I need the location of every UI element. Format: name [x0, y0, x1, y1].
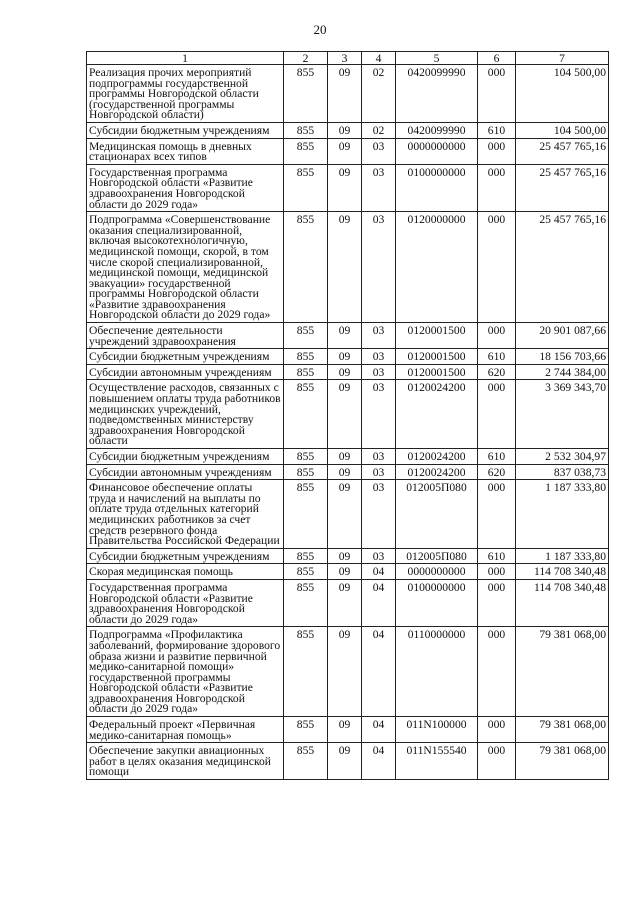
cell-name: Обеспечение деятельности учреждений здравоохранения [87, 323, 284, 349]
cell-pr: 03 [362, 364, 396, 380]
cell-name: Федеральный проект «Первичная медико-санитарная помощь» [87, 717, 284, 743]
cell-pr: 04 [362, 743, 396, 780]
cell-vr: 610 [478, 548, 516, 564]
table-row [87, 449, 609, 465]
cell-sum: 20 901 087,66 [516, 323, 609, 349]
cell-sum: 25 457 765,16 [516, 212, 609, 323]
cell-name: Обеспечение закупки авиационных работ в целях оказания медицинской помощи [87, 743, 284, 780]
header-cell-csr: 5 [396, 52, 478, 65]
cell-sum: 79 381 068,00 [516, 743, 609, 780]
cell-rz: 09 [328, 717, 362, 743]
table-row [87, 464, 609, 480]
header-cell-pr: 4 [362, 52, 396, 65]
cell-name: Государственная программа Новгородской области «Развитие здравоохранения Новгородской области до 2029 года» [87, 164, 284, 211]
cell-sum: 1 187 333,80 [516, 480, 609, 549]
cell-vr: 000 [478, 65, 516, 123]
cell-csr: 0100000000 [396, 579, 478, 626]
cell-sum: 79 381 068,00 [516, 717, 609, 743]
cell-vr: 610 [478, 122, 516, 138]
table-row [87, 364, 609, 380]
cell-pr: 03 [362, 323, 396, 349]
cell-ved: 855 [284, 564, 328, 580]
cell-csr: 0420099990 [396, 122, 478, 138]
cell-sum: 25 457 765,16 [516, 164, 609, 211]
table-row [87, 65, 609, 123]
cell-ved: 855 [284, 717, 328, 743]
cell-pr: 03 [362, 349, 396, 365]
cell-ved: 855 [284, 323, 328, 349]
table-row [87, 122, 609, 138]
table-row [87, 717, 609, 743]
cell-ved: 855 [284, 138, 328, 164]
table-row [87, 548, 609, 564]
table-row [87, 743, 609, 780]
cell-pr: 03 [362, 138, 396, 164]
cell-vr: 620 [478, 364, 516, 380]
cell-rz: 09 [328, 480, 362, 549]
cell-name: Медицинская помощь в дневных стационарах всех типов [87, 138, 284, 164]
cell-name: Подпрограмма «Профилактика заболеваний, формирование здорового образа жизни и развитие первичной медико-санитарной помощи» государственной программы Новгородской области «Развитие здравоохранения Новгородской области до 2029 года» [87, 627, 284, 717]
table-row [87, 323, 609, 349]
cell-vr: 610 [478, 449, 516, 465]
cell-vr: 000 [478, 380, 516, 449]
cell-rz: 09 [328, 564, 362, 580]
cell-vr: 610 [478, 349, 516, 365]
table-row [87, 164, 609, 211]
cell-csr: 0120024200 [396, 464, 478, 480]
cell-csr: 0120000000 [396, 212, 478, 323]
header-cell-ved: 2 [284, 52, 328, 65]
cell-name: Финансовое обеспечение оплаты труда и начислений на выплаты по оплате труда отдельных категорий медицинских работников за счет средств резервного фонда Правительства Российской Федерации [87, 480, 284, 549]
cell-ved: 855 [284, 164, 328, 211]
table-row [87, 349, 609, 365]
cell-rz: 09 [328, 122, 362, 138]
cell-csr: 0420099990 [396, 65, 478, 123]
cell-vr: 000 [478, 164, 516, 211]
budget-table [86, 51, 609, 780]
cell-sum: 79 381 068,00 [516, 627, 609, 717]
cell-rz: 09 [328, 138, 362, 164]
header-cell-rz: 3 [328, 52, 362, 65]
cell-vr: 000 [478, 579, 516, 626]
cell-name: Скорая медицинская помощь [87, 564, 284, 580]
cell-pr: 03 [362, 464, 396, 480]
cell-pr: 03 [362, 164, 396, 211]
cell-ved: 855 [284, 65, 328, 123]
cell-pr: 03 [362, 480, 396, 549]
cell-ved: 855 [284, 380, 328, 449]
cell-pr: 03 [362, 212, 396, 323]
table-row [87, 138, 609, 164]
cell-name: Реализация прочих мероприятий подпрограммы государственной программы Новгородской области (государственной программы Новгородской области) [87, 65, 284, 123]
cell-csr: 0000000000 [396, 564, 478, 580]
cell-name: Субсидии бюджетным учреждениям [87, 349, 284, 365]
cell-rz: 09 [328, 743, 362, 780]
cell-rz: 09 [328, 380, 362, 449]
cell-sum: 114 708 340,48 [516, 564, 609, 580]
cell-vr: 620 [478, 464, 516, 480]
cell-pr: 03 [362, 449, 396, 465]
cell-rz: 09 [328, 323, 362, 349]
cell-pr: 02 [362, 122, 396, 138]
cell-rz: 09 [328, 364, 362, 380]
cell-ved: 855 [284, 743, 328, 780]
cell-pr: 02 [362, 65, 396, 123]
cell-sum: 2 744 384,00 [516, 364, 609, 380]
cell-pr: 04 [362, 564, 396, 580]
cell-rz: 09 [328, 548, 362, 564]
table-row [87, 579, 609, 626]
cell-name: Субсидии бюджетным учреждениям [87, 449, 284, 465]
cell-csr: 0120001500 [396, 364, 478, 380]
cell-vr: 000 [478, 564, 516, 580]
cell-ved: 855 [284, 349, 328, 365]
cell-sum: 18 156 703,66 [516, 349, 609, 365]
cell-rz: 09 [328, 65, 362, 123]
cell-sum: 2 532 304,97 [516, 449, 609, 465]
cell-name: Осуществление расходов, связанных с повышением оплаты труда работников медицинских учреждений, подведомственных министерству здравоохранения Новгородской области [87, 380, 284, 449]
cell-rz: 09 [328, 212, 362, 323]
cell-sum: 104 500,00 [516, 65, 609, 123]
cell-csr: 0120024200 [396, 380, 478, 449]
cell-pr: 04 [362, 717, 396, 743]
cell-ved: 855 [284, 449, 328, 465]
cell-csr: 0120001500 [396, 323, 478, 349]
table-row [87, 380, 609, 449]
cell-rz: 09 [328, 579, 362, 626]
cell-rz: 09 [328, 449, 362, 465]
cell-sum: 1 187 333,80 [516, 548, 609, 564]
cell-pr: 03 [362, 548, 396, 564]
table-row [87, 627, 609, 717]
cell-sum: 104 500,00 [516, 122, 609, 138]
cell-csr: 0000000000 [396, 138, 478, 164]
cell-sum: 3 369 343,70 [516, 380, 609, 449]
cell-csr: 0110000000 [396, 627, 478, 717]
cell-ved: 855 [284, 464, 328, 480]
cell-ved: 855 [284, 627, 328, 717]
cell-csr: 012005П080 [396, 548, 478, 564]
cell-vr: 000 [478, 743, 516, 780]
cell-csr: 011N100000 [396, 717, 478, 743]
header-cell-sum: 7 [516, 52, 609, 65]
cell-pr: 04 [362, 627, 396, 717]
cell-csr: 0120001500 [396, 349, 478, 365]
cell-rz: 09 [328, 464, 362, 480]
cell-csr: 012005П080 [396, 480, 478, 549]
cell-rz: 09 [328, 164, 362, 211]
cell-pr: 03 [362, 380, 396, 449]
cell-sum: 25 457 765,16 [516, 138, 609, 164]
cell-vr: 000 [478, 212, 516, 323]
cell-ved: 855 [284, 122, 328, 138]
table-row [87, 212, 609, 323]
table-row [87, 564, 609, 580]
cell-vr: 000 [478, 323, 516, 349]
cell-ved: 855 [284, 364, 328, 380]
cell-csr: 011N155540 [396, 743, 478, 780]
cell-csr: 0120024200 [396, 449, 478, 465]
cell-sum: 837 038,73 [516, 464, 609, 480]
cell-name: Субсидии автономным учреждениям [87, 364, 284, 380]
cell-name: Государственная программа Новгородской области «Развитие здравоохранения Новгородской области до 2029 года» [87, 579, 284, 626]
cell-ved: 855 [284, 548, 328, 564]
cell-ved: 855 [284, 212, 328, 323]
header-cell-vr: 6 [478, 52, 516, 65]
cell-pr: 04 [362, 579, 396, 626]
cell-rz: 09 [328, 627, 362, 717]
table-row [87, 480, 609, 549]
cell-name: Субсидии бюджетным учреждениям [87, 548, 284, 564]
cell-vr: 000 [478, 138, 516, 164]
cell-name: Субсидии бюджетным учреждениям [87, 122, 284, 138]
cell-sum: 114 708 340,48 [516, 579, 609, 626]
cell-name: Субсидии автономным учреждениям [87, 464, 284, 480]
cell-vr: 000 [478, 717, 516, 743]
cell-ved: 855 [284, 480, 328, 549]
header-cell-name: 1 [87, 52, 284, 65]
cell-rz: 09 [328, 349, 362, 365]
cell-vr: 000 [478, 480, 516, 549]
header-row [87, 52, 609, 65]
cell-ved: 855 [284, 579, 328, 626]
cell-name: Подпрограмма «Совершенствование оказания специализированной, включая высокотехнологичную, медицинской помощи, скорой, в том числе скорой специализированной, медицинской помощи, медицинской эвакуации» государственной программы Новгородской области «Развитие здравоохранения Новгородской области до 2029 года» [87, 212, 284, 323]
cell-vr: 000 [478, 627, 516, 717]
cell-csr: 0100000000 [396, 164, 478, 211]
page-number: 20 [313, 22, 327, 37]
